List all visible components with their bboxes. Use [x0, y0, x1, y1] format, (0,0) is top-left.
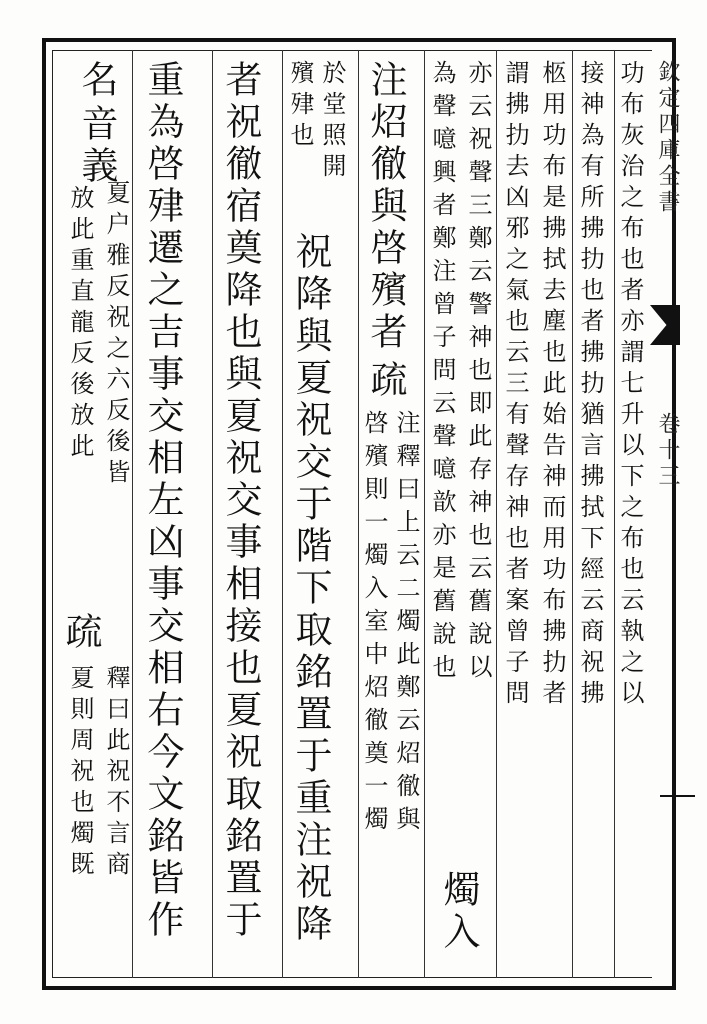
text-column: 於堂照開 — [318, 60, 346, 184]
text-column: 謂拂扐去凶邪之氣也云三有聲存神也者案曾子問 — [501, 60, 529, 711]
text-column: 亦云祝聲三鄭云警神也即此存神也云舊說以 — [464, 60, 492, 687]
volume-label: 卷十三 — [655, 412, 680, 490]
book-title: 欽定四庫全書 — [655, 60, 680, 216]
main-text-column: 疏 — [364, 360, 407, 402]
text-column: 為聲噫興者鄭注曾子問云聲噫歆亦是舊說也 — [428, 60, 456, 687]
column-divider — [572, 50, 573, 978]
text-column: 注釋曰上云二燭此鄭云炤徹與 — [392, 410, 420, 839]
column-divider — [614, 50, 615, 978]
text-column: 啓殯則一燭入室中炤徹奠一燭 — [360, 410, 388, 839]
text-column: 柩用功布是拂拭去塵也此始告神而用功布拂扐者 — [538, 60, 566, 711]
main-text-column: 燭入 — [437, 870, 480, 954]
text-column: 放此重直龍反後放此 — [66, 185, 94, 464]
text-column: 夏則周祝也燭既 — [66, 665, 94, 882]
column-divider — [424, 50, 425, 978]
text-column: 夏户雅反祝之六反後皆 — [102, 180, 130, 490]
column-divider — [358, 50, 359, 978]
column-divider — [212, 50, 213, 978]
main-text-column: 注炤徹與啓殯者 — [364, 60, 407, 354]
main-text-column: 者祝徹宿奠降也與夏祝交事相接也夏祝取銘置于 — [219, 60, 262, 942]
main-text-column: 名 — [75, 60, 118, 102]
column-divider — [496, 50, 497, 978]
main-text-column: 祝降與夏祝交于階下取銘置于重注祝降 — [289, 232, 332, 946]
column-divider — [282, 50, 283, 978]
main-text-column: 重為啓肂遷之吉事交相左凶事交相右今文銘皆作 — [141, 60, 184, 942]
main-text-column: 音義 — [75, 104, 118, 188]
text-column: 釋曰此祝不言商 — [102, 665, 130, 882]
main-text-column: 疏 — [59, 612, 102, 654]
text-column: 殯肂也 — [286, 60, 314, 153]
text-column: 接神為有所拂扐也者拂扐猶言拂拭下經云商祝拂 — [576, 60, 604, 711]
text-column: 功布灰治之布也者亦謂七升以下之布也云執之以 — [616, 60, 644, 711]
column-divider — [132, 50, 133, 978]
